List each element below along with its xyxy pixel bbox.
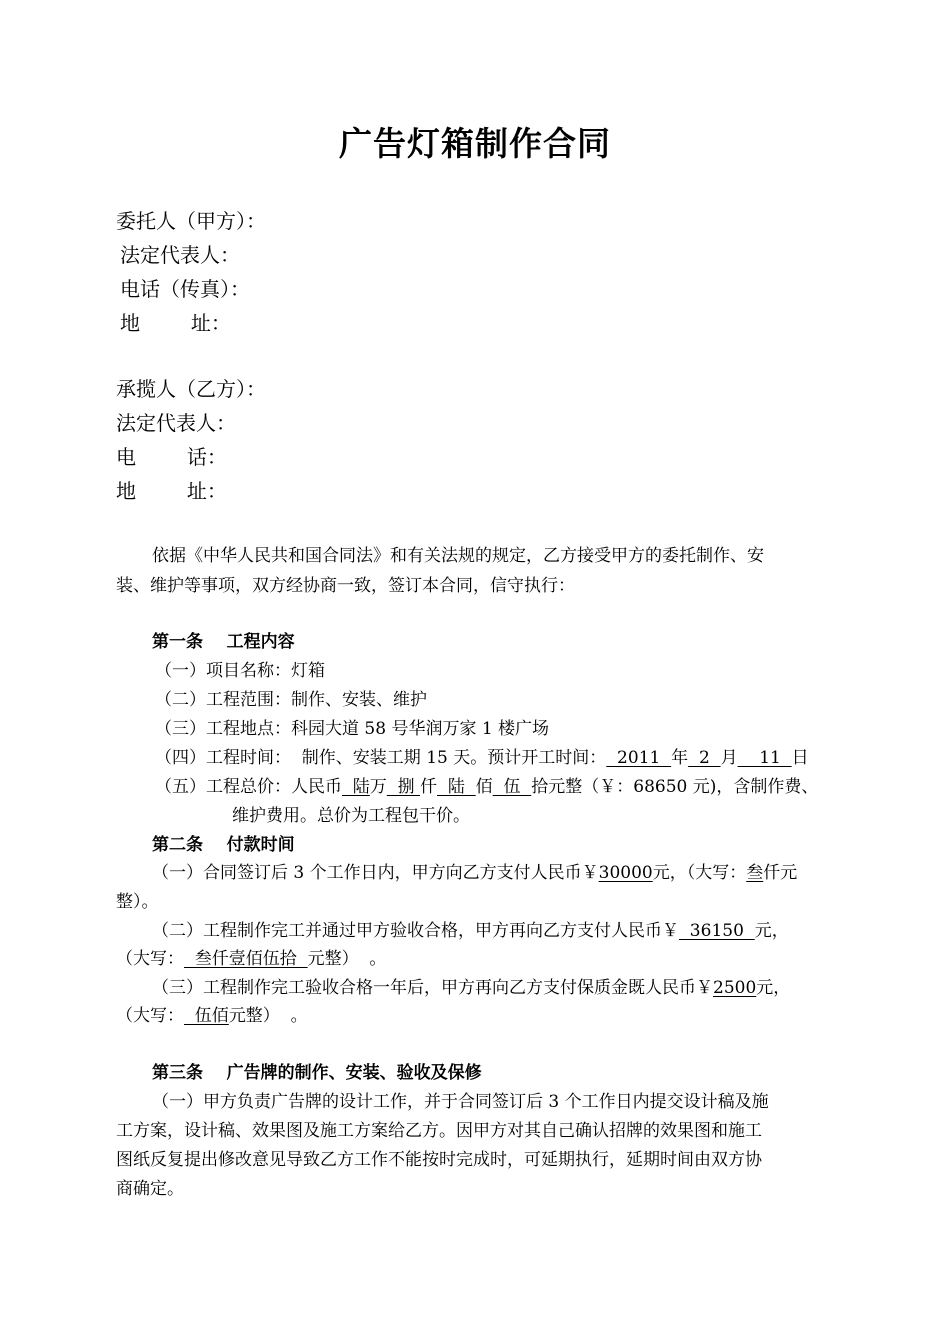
item-1-suffix: 仟元 [763, 863, 798, 883]
qian-unit: 仟 [420, 777, 438, 797]
item-2-suffix: 元， [754, 921, 789, 941]
intro-line-1: 依据《中华人民共和国合同法》和有关法规的规定，乙方接受甲方的委托制作、安 [152, 546, 764, 566]
start-day: 11 [737, 748, 792, 768]
payment-2-amount: 36150 [679, 921, 755, 941]
item-3-suffix: 元， [756, 978, 791, 998]
amount-qian: 捌 [386, 777, 421, 797]
article-3-line-3: 图纸反复提出修改意见导致乙方工作不能按时完成时，可延期执行，延期时间由双方协 [116, 1150, 762, 1170]
article-1-item-5-line-2: 维护费用。总价为工程包干价。 [232, 806, 470, 826]
party-b-rep: 法定代表人： [116, 411, 236, 435]
item-1-prefix: （一）合同签订后 3 个工作日内，甲方向乙方支付人民币￥ [152, 863, 599, 883]
article-1-item-1: （一）项目名称：灯箱 [155, 661, 325, 681]
document-title: 广告灯箱制作合同 [339, 124, 611, 163]
article-2-item-2 [152, 920, 789, 942]
party-b-phone: 电 话： [116, 445, 227, 469]
item-1-mid: 元，（大写： [652, 863, 747, 883]
item-2-prefix: （二）工程制作完工并通过甲方验收合格，甲方再向乙方支付人民币￥ [152, 921, 679, 941]
payment-1-words: 叁 [746, 863, 764, 883]
payment-1-amount: 30000 [598, 863, 653, 883]
item-4-prefix: （四）工程时间： 制作、安装工期 15 天。预计开工时间： [155, 748, 607, 768]
article-2-heading: 第二条 付款时间 [152, 835, 295, 855]
article-1-item-4 [155, 747, 809, 769]
article-1-item-5 [155, 776, 818, 798]
item-3-line-2-prefix: （大写： [116, 1006, 184, 1026]
shi-unit: 拾元整（￥：68650 元)，含制作费、 [531, 777, 819, 797]
article-3-line-2: 工方案，设计稿、效果图及施工方案给乙方。因甲方对其自己确认招牌的效果图和施工 [116, 1121, 762, 1141]
amount-bai: 陆 [437, 777, 476, 797]
wan-unit: 万 [369, 777, 387, 797]
day-unit: 日 [791, 748, 809, 768]
item-3-line-2-suffix: 元整） 。 [228, 1006, 308, 1026]
article-3-line-1: （一）甲方负责广告牌的设计工作，并于合同签订后 3 个工作日内提交设计稿及施 [152, 1092, 769, 1112]
party-b-label: 承揽人（乙方）： [116, 377, 266, 401]
article-3-heading: 第三条 广告牌的制作、安装、验收及保修 [152, 1063, 482, 1083]
article-2-item-3 [152, 977, 790, 999]
item-2-line-2-prefix: （大写： [116, 949, 184, 969]
month-unit: 月 [720, 748, 738, 768]
article-2-item-1 [152, 862, 797, 884]
payment-3-words: 伍佰 [184, 1006, 229, 1026]
payment-2-words: 叁仟壹佰伍拾 [184, 949, 308, 969]
year-unit: 年 [671, 748, 689, 768]
party-a-phone: 电话（传真）： [120, 277, 250, 301]
item-2-line-2-suffix: 元整） 。 [307, 949, 387, 969]
intro-line-2: 装、维护等事项，双方经协商一致，签订本合同，信守执行： [116, 576, 575, 596]
article-2-item-2-line-2 [116, 948, 386, 970]
payment-3-amount: 2500 [713, 978, 757, 998]
party-a-address: 地 址： [120, 311, 231, 335]
start-month: 2 [688, 748, 721, 768]
amount-shi: 伍 [492, 777, 532, 797]
party-b-address: 地 址： [116, 479, 227, 503]
article-3-line-4: 商确定。 [116, 1179, 184, 1199]
bai-unit: 佰 [475, 777, 493, 797]
article-1-item-2: （二）工程范围：制作、安装、维护 [155, 690, 427, 710]
party-a-label: 委托人（甲方）： [116, 209, 266, 233]
start-year: 2011 [606, 748, 672, 768]
party-a-rep: 法定代表人： [120, 243, 240, 267]
amount-wan: 陆 [342, 777, 370, 797]
article-2-item-1-line-2: 整）。 [116, 892, 159, 912]
article-1-item-3: （三）工程地点：科园大道 58 号华润万家 1 楼广场 [155, 719, 550, 739]
item-5-prefix: （五）工程总价：人民币 [155, 777, 342, 797]
article-2-item-3-line-2 [116, 1005, 308, 1027]
item-3-prefix: （三）工程制作完工验收合格一年后，甲方再向乙方支付保质金既人民币￥ [152, 978, 713, 998]
article-1-heading: 第一条 工程内容 [152, 632, 295, 652]
